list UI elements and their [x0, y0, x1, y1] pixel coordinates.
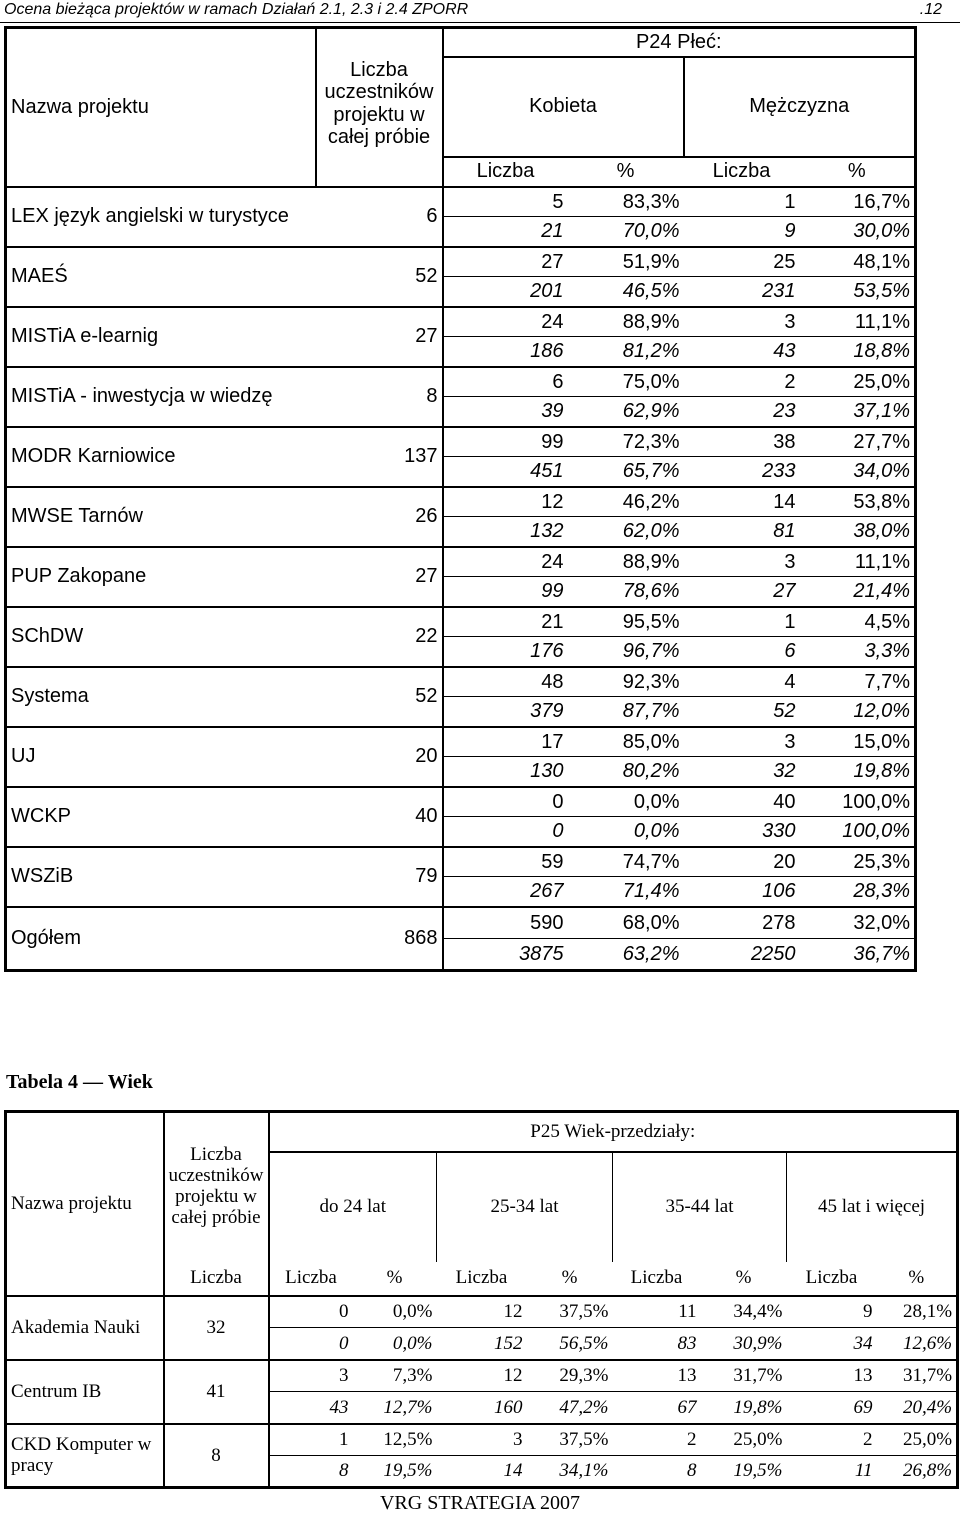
- cell-value-total: 20,4%: [877, 1392, 958, 1424]
- cell-value-total: 83: [613, 1328, 701, 1360]
- header-male: Mężczyzna: [684, 57, 916, 157]
- cell-value: 3: [684, 307, 800, 337]
- cell-value-total: 0,0%: [568, 817, 684, 847]
- cell-value-total: 100,0%: [800, 817, 916, 847]
- cell-value-total: 46,5%: [568, 277, 684, 307]
- project-name: PUP Zakopane: [6, 547, 316, 607]
- cell-value: 9: [787, 1296, 877, 1328]
- cell-value: 11,1%: [800, 547, 916, 577]
- gender-table: [4, 26, 917, 972]
- cell-value: 88,9%: [568, 547, 684, 577]
- cell-value-total: 19,8%: [800, 757, 916, 787]
- header-age-under-24: do 24 lat: [269, 1152, 437, 1262]
- cell-value-total: 379: [443, 697, 568, 727]
- cell-value: 0: [269, 1296, 353, 1328]
- project-name: CKD Komputer w pracy: [6, 1424, 164, 1488]
- cell-value: 4,5%: [800, 607, 916, 637]
- subheader-pct: %: [735, 1267, 752, 1289]
- project-name: MISTiA - inwestycja w wiedzę: [6, 367, 316, 427]
- cell-value-total: 233: [684, 457, 800, 487]
- cell-value-total: 39: [443, 397, 568, 427]
- cell-value: 31,7%: [701, 1360, 787, 1392]
- cell-value-total: 87,7%: [568, 697, 684, 727]
- cell-value-total: 52: [684, 697, 800, 727]
- participant-count: 41: [164, 1360, 269, 1424]
- cell-value: 590: [443, 907, 568, 939]
- cell-value: 83,3%: [568, 187, 684, 217]
- cell-value-total: 3,3%: [800, 637, 916, 667]
- cell-value: 100,0%: [800, 787, 916, 817]
- col-header-name: Nazwa projektu: [11, 96, 149, 119]
- cell-value-total: 8: [269, 1456, 353, 1488]
- cell-value: 28,1%: [877, 1296, 958, 1328]
- cell-value: 2: [787, 1424, 877, 1456]
- cell-value: 14: [684, 487, 800, 517]
- cell-value: 11: [613, 1296, 701, 1328]
- subheader-pct: %: [561, 1267, 578, 1289]
- cell-value: 48: [443, 667, 568, 697]
- cell-value-total: 70,0%: [568, 217, 684, 247]
- cell-value-total: 71,4%: [568, 877, 684, 907]
- cell-value-total: 8: [613, 1456, 701, 1488]
- cell-value: 278: [684, 907, 800, 939]
- cell-value: 37,5%: [527, 1296, 613, 1328]
- cell-value-total: 30,0%: [800, 217, 916, 247]
- cell-value: 24: [443, 547, 568, 577]
- col-header-name: Nazwa projektu: [11, 1193, 132, 1215]
- cell-value-total: 56,5%: [527, 1328, 613, 1360]
- cell-value-total: 96,7%: [568, 637, 684, 667]
- cell-value: 0,0%: [353, 1296, 437, 1328]
- cell-value-total: 38,0%: [800, 517, 916, 547]
- cell-value: 99: [443, 427, 568, 457]
- cell-value: 25,3%: [800, 847, 916, 877]
- cell-value-total: 451: [443, 457, 568, 487]
- cell-value-total: 18,8%: [800, 337, 916, 367]
- cell-value: 21: [443, 607, 568, 637]
- header-age-35-44: 35-44 lat: [613, 1152, 787, 1262]
- table-row: [6, 307, 916, 337]
- cell-value-total: 0,0%: [353, 1328, 437, 1360]
- table-row: [6, 487, 916, 517]
- subheader-count: Liczba: [443, 157, 568, 187]
- cell-value-total: 132: [443, 517, 568, 547]
- cell-value-total: 0: [269, 1328, 353, 1360]
- participant-count: 52: [316, 247, 443, 307]
- cell-value-total: 12,0%: [800, 697, 916, 727]
- participant-count: 27: [316, 307, 443, 367]
- cell-value: 46,2%: [568, 487, 684, 517]
- table-row: [6, 907, 916, 939]
- page-footer: VRG STRATEGIA 2007: [379, 1492, 580, 1514]
- cell-value: 3: [269, 1360, 353, 1392]
- header-female: Kobieta: [443, 57, 684, 157]
- header-age-25-34: 25-34 lat: [437, 1152, 613, 1262]
- subheader-count: Liczba: [455, 1267, 508, 1289]
- cell-value: 51,9%: [568, 247, 684, 277]
- cell-value: 25,0%: [877, 1424, 958, 1456]
- cell-value-total: 2250: [684, 939, 800, 971]
- cell-value-total: 62,9%: [568, 397, 684, 427]
- cell-value-total: 0: [443, 817, 568, 847]
- participant-count: 26: [316, 487, 443, 547]
- cell-value: 59: [443, 847, 568, 877]
- cell-value-total: 12,7%: [353, 1392, 437, 1424]
- cell-value: 0: [443, 787, 568, 817]
- cell-value-total: 231: [684, 277, 800, 307]
- participant-count: 40: [316, 787, 443, 847]
- project-name: MAEŚ: [6, 247, 316, 307]
- subheader-pct: %: [386, 1267, 403, 1289]
- project-name: SChDW: [6, 607, 316, 667]
- subheader-pct: %: [908, 1267, 925, 1289]
- age-table: [4, 1110, 959, 1489]
- cell-value-total: 160: [437, 1392, 527, 1424]
- cell-value: 85,0%: [568, 727, 684, 757]
- cell-value-total: 176: [443, 637, 568, 667]
- cell-value: 74,7%: [568, 847, 684, 877]
- table-row: [6, 727, 916, 757]
- subheader-count: Liczba: [269, 1262, 353, 1296]
- cell-value-total: 53,5%: [800, 277, 916, 307]
- cell-value-total: 43: [684, 337, 800, 367]
- cell-value: 20: [684, 847, 800, 877]
- table-row: [6, 1296, 958, 1328]
- cell-value-total: 106: [684, 877, 800, 907]
- page-header: [0, 0, 960, 23]
- project-name: UJ: [6, 727, 316, 787]
- col-header-count: Liczba uczestników projektu w całej próbie: [316, 28, 443, 187]
- subheader-pct: %: [800, 157, 916, 187]
- cell-value: 17: [443, 727, 568, 757]
- subheader-count: Liczba: [805, 1267, 858, 1289]
- table-caption: Tabela 4 — Wiek: [6, 1071, 153, 1093]
- project-name: WSZiB: [6, 847, 316, 907]
- cell-value: 15,0%: [800, 727, 916, 757]
- cell-value: 40: [684, 787, 800, 817]
- cell-value: 12: [443, 487, 568, 517]
- table-row: [6, 667, 916, 697]
- cell-value-total: 99: [443, 577, 568, 607]
- group-header-gender: P24 Płeć:: [443, 28, 916, 57]
- page-number: .12: [919, 1, 942, 18]
- cell-value-total: 32: [684, 757, 800, 787]
- cell-value: 12: [437, 1360, 527, 1392]
- cell-value-total: 47,2%: [527, 1392, 613, 1424]
- cell-value-total: 43: [269, 1392, 353, 1424]
- subheader-count: Liczba: [684, 157, 800, 187]
- participant-count: 79: [316, 847, 443, 907]
- cell-value-total: 34,1%: [527, 1456, 613, 1488]
- project-name: LEX język angielski w turystyce: [6, 187, 316, 247]
- table-row: [6, 787, 916, 817]
- cell-value: 4: [684, 667, 800, 697]
- cell-value: 38: [684, 427, 800, 457]
- table-row: [6, 187, 916, 217]
- cell-value: 34,4%: [701, 1296, 787, 1328]
- header-age-45-plus: 45 lat i więcej: [787, 1152, 958, 1262]
- project-name: MISTiA e-learnig: [6, 307, 316, 367]
- table-row: [6, 847, 916, 877]
- project-name: Akademia Nauki: [6, 1296, 164, 1360]
- col-header-count: Liczba uczestników projektu w całej próbie: [164, 1112, 269, 1262]
- cell-value-total: 130: [443, 757, 568, 787]
- cell-value-total: 267: [443, 877, 568, 907]
- cell-value-total: 23: [684, 397, 800, 427]
- cell-value-total: 21,4%: [800, 577, 916, 607]
- cell-value: 2: [684, 367, 800, 397]
- participant-count: 32: [164, 1296, 269, 1360]
- cell-value: 92,3%: [568, 667, 684, 697]
- cell-value-total: 62,0%: [568, 517, 684, 547]
- cell-value: 12: [437, 1296, 527, 1328]
- cell-value: 88,9%: [568, 307, 684, 337]
- cell-value: 7,3%: [353, 1360, 437, 1392]
- cell-value-total: 186: [443, 337, 568, 367]
- cell-value-total: 6: [684, 637, 800, 667]
- cell-value-total: 19,5%: [701, 1456, 787, 1488]
- participant-count: 137: [316, 427, 443, 487]
- subheader-pct: %: [568, 157, 684, 187]
- cell-value-total: 81,2%: [568, 337, 684, 367]
- cell-value: 11,1%: [800, 307, 916, 337]
- cell-value-total: 19,5%: [353, 1456, 437, 1488]
- cell-value-total: 27: [684, 577, 800, 607]
- cell-value-total: 34: [787, 1328, 877, 1360]
- cell-value-total: 21: [443, 217, 568, 247]
- cell-value-total: 30,9%: [701, 1328, 787, 1360]
- cell-value: 68,0%: [568, 907, 684, 939]
- project-name: MWSE Tarnów: [6, 487, 316, 547]
- cell-value: 1: [684, 187, 800, 217]
- cell-value: 24: [443, 307, 568, 337]
- subheader-count: Liczba: [630, 1267, 683, 1289]
- table-row: [6, 247, 916, 277]
- cell-value: 3: [437, 1424, 527, 1456]
- table-row: [6, 367, 916, 397]
- cell-value-total: 67: [613, 1392, 701, 1424]
- cell-value: 16,7%: [800, 187, 916, 217]
- cell-value: 29,3%: [527, 1360, 613, 1392]
- cell-value-total: 14: [437, 1456, 527, 1488]
- project-name: Ogółem: [6, 907, 316, 971]
- cell-value: 3: [684, 727, 800, 757]
- cell-value: 12,5%: [353, 1424, 437, 1456]
- group-header-age: P25 Wiek-przedziały:: [269, 1112, 958, 1152]
- participant-count: 22: [316, 607, 443, 667]
- table-row: [6, 1360, 958, 1392]
- cell-value: 1: [684, 607, 800, 637]
- cell-value-total: 201: [443, 277, 568, 307]
- cell-value-total: 81: [684, 517, 800, 547]
- cell-value-total: 3875: [443, 939, 568, 971]
- cell-value: 37,5%: [527, 1424, 613, 1456]
- project-name: MODR Karniowice: [6, 427, 316, 487]
- cell-value: 3: [684, 547, 800, 577]
- cell-value: 95,5%: [568, 607, 684, 637]
- participant-count: 27: [316, 547, 443, 607]
- cell-value: 27: [443, 247, 568, 277]
- cell-value: 1: [269, 1424, 353, 1456]
- cell-value-total: 12,6%: [877, 1328, 958, 1360]
- participant-count: 6: [316, 187, 443, 247]
- cell-value-total: 26,8%: [877, 1456, 958, 1488]
- cell-value: 25: [684, 247, 800, 277]
- cell-value: 48,1%: [800, 247, 916, 277]
- cell-value: 25,0%: [701, 1424, 787, 1456]
- table-row: [6, 1424, 958, 1456]
- cell-value-total: 330: [684, 817, 800, 847]
- cell-value: 5: [443, 187, 568, 217]
- project-name: Centrum IB: [6, 1360, 164, 1424]
- cell-value-total: 9: [684, 217, 800, 247]
- project-name: WCKP: [6, 787, 316, 847]
- participant-count: 868: [316, 907, 443, 971]
- participant-count: 52: [316, 667, 443, 727]
- cell-value: 2: [613, 1424, 701, 1456]
- cell-value: 32,0%: [800, 907, 916, 939]
- cell-value-total: 37,1%: [800, 397, 916, 427]
- table-row: [6, 607, 916, 637]
- project-name: Systema: [6, 667, 316, 727]
- participant-count: 8: [316, 367, 443, 427]
- cell-value-total: 34,0%: [800, 457, 916, 487]
- cell-value-total: 65,7%: [568, 457, 684, 487]
- cell-value-total: 63,2%: [568, 939, 684, 971]
- table-row: [6, 427, 916, 457]
- cell-value: 6: [443, 367, 568, 397]
- cell-value: 27,7%: [800, 427, 916, 457]
- cell-value: 72,3%: [568, 427, 684, 457]
- cell-value-total: 19,8%: [701, 1392, 787, 1424]
- cell-value-total: 152: [437, 1328, 527, 1360]
- cell-value-total: 80,2%: [568, 757, 684, 787]
- cell-value: 53,8%: [800, 487, 916, 517]
- participant-count: 8: [164, 1424, 269, 1488]
- header-title: Ocena bieżąca projektów w ramach Działań 2.1, 2.3 i 2.4 ZPORR: [4, 1, 469, 18]
- table-row: [6, 547, 916, 577]
- cell-value: 13: [613, 1360, 701, 1392]
- cell-value-total: 36,7%: [800, 939, 916, 971]
- cell-value-total: 11: [787, 1456, 877, 1488]
- cell-value: 75,0%: [568, 367, 684, 397]
- cell-value-total: 28,3%: [800, 877, 916, 907]
- subheader-count: Liczba: [164, 1262, 269, 1296]
- cell-value: 25,0%: [800, 367, 916, 397]
- cell-value: 13: [787, 1360, 877, 1392]
- cell-value-total: 78,6%: [568, 577, 684, 607]
- cell-value: 31,7%: [877, 1360, 958, 1392]
- cell-value: 7,7%: [800, 667, 916, 697]
- cell-value: 0,0%: [568, 787, 684, 817]
- participant-count: 20: [316, 727, 443, 787]
- cell-value-total: 69: [787, 1392, 877, 1424]
